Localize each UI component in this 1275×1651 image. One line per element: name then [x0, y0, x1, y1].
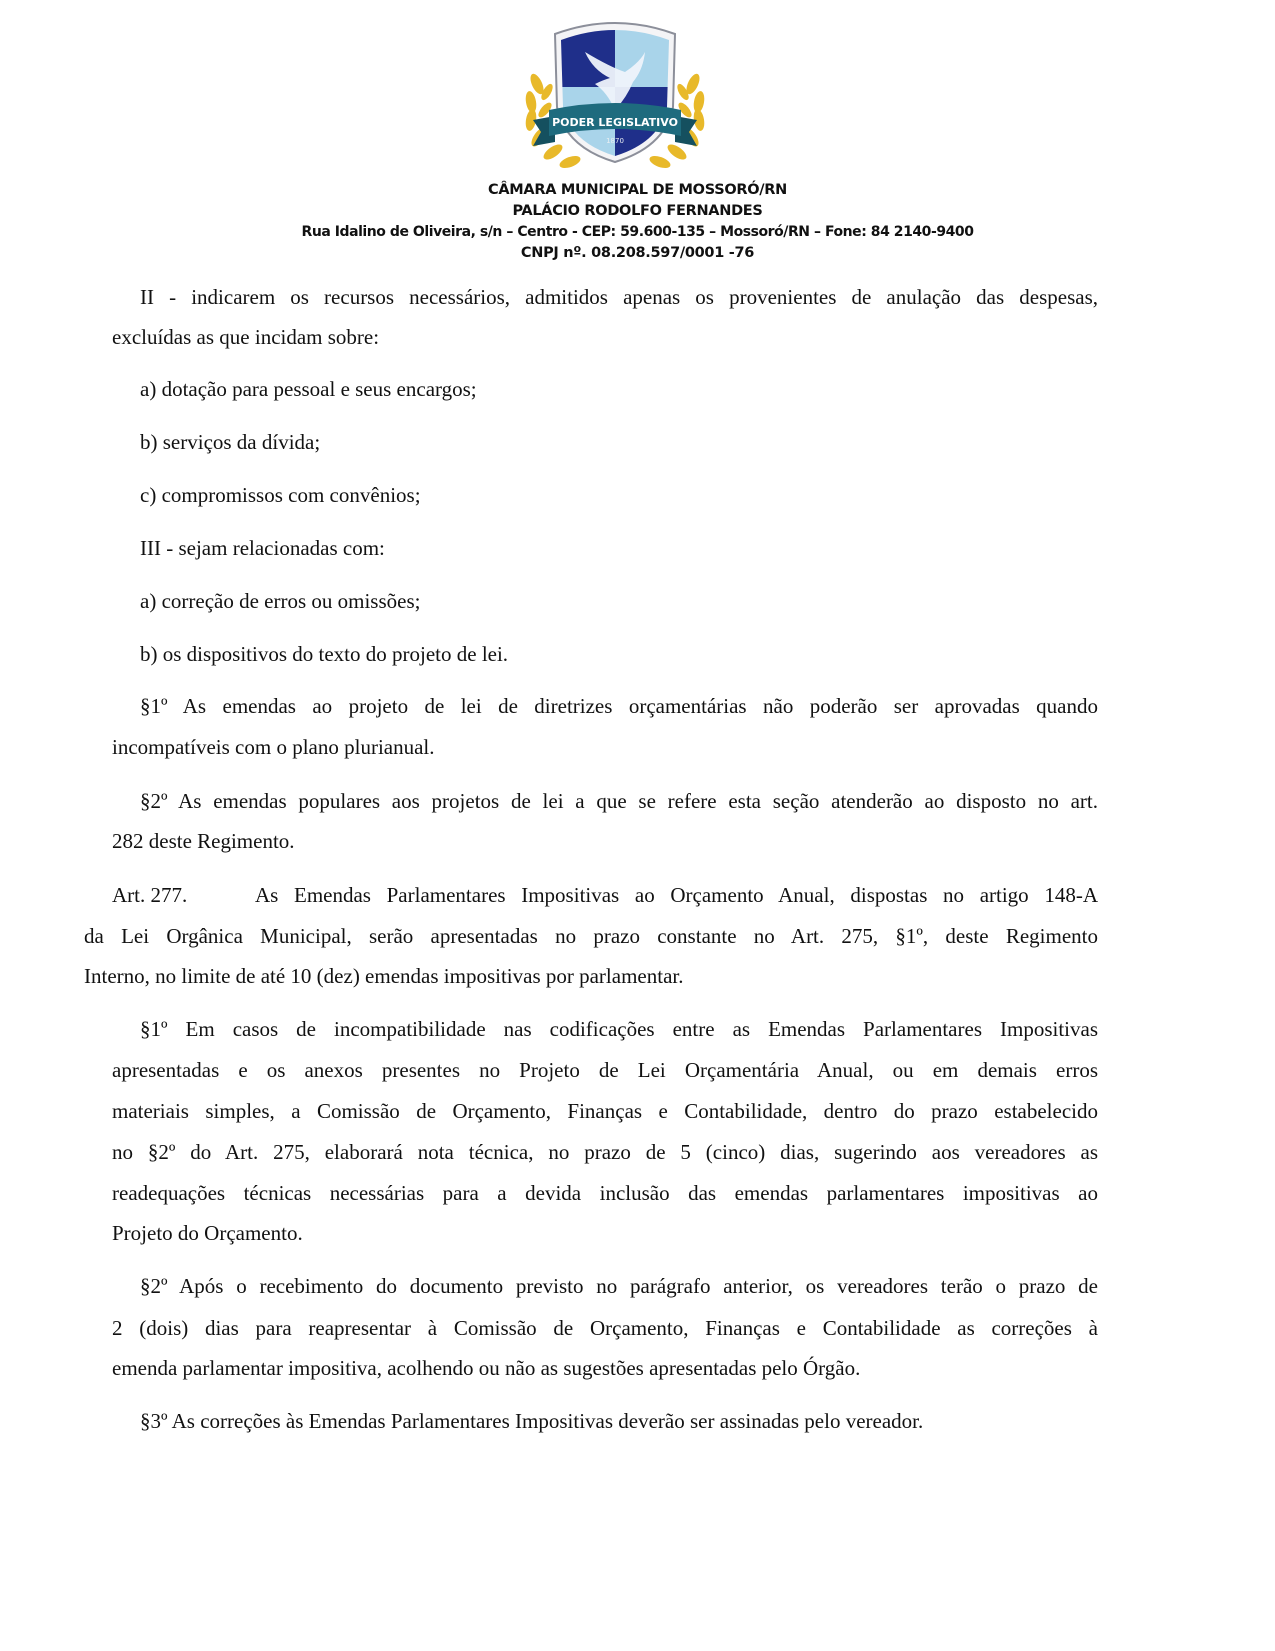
alinea-c-convenios: c) compromissos com convênios; [140, 483, 421, 507]
alinea-b-dispositivos: b) os dispositivos do texto do projeto de lei. [140, 642, 509, 666]
paragraph-2-line-1: §2º As emendas populares aos projetos de lei a que se refere esta seção atenderão ao disposto no art. [140, 789, 1098, 813]
section-3-line-1: §3º As correções às Emendas Parlamentares Impositivas deverão ser assinadas pelo vereador. [140, 1409, 924, 1433]
palace-name: PALÁCIO RODOLFO FERNANDES [512, 203, 763, 219]
paragraph-1-line-1: §1º As emendas ao projeto de lei de diretrizes orçamentárias não poderão ser aprovadas quando [140, 694, 1098, 718]
logo-ribbon-text: PODER LEGISLATIVO [552, 116, 678, 129]
logo-year: 1870 [606, 137, 624, 145]
section-1-line-6: Projeto do Orçamento. [112, 1221, 303, 1245]
legislative-crest-logo [515, 12, 715, 177]
section-1-line-5: readequações técnicas necessárias para a devida inclusão das emendas parlamentares impositivas ao [112, 1181, 1098, 1205]
paragraph-1-line-2: incompatíveis com o plano plurianual. [112, 735, 435, 759]
inciso-iii: III - sejam relacionadas com: [140, 536, 385, 560]
alinea-a-correcao: a) correção de erros ou omissões; [140, 589, 421, 613]
section-1-line-4: no §2º do Art. 275, elaborará nota técnica, no prazo de 5 (cinco) dias, sugerindo aos vereadores as [112, 1140, 1098, 1164]
article-277-line-3: Interno, no limite de até 10 (dez) emendas impositivas por parlamentar. [84, 964, 684, 988]
section-1-line-2: apresentadas e os anexos presentes no Projeto de Lei Orçamentária Anual, ou em demais erros [112, 1058, 1098, 1082]
inciso-ii-line-1: II - indicarem os recursos necessários, admitidos apenas os provenientes de anulação das despesas, [140, 285, 1098, 309]
section-1-line-3: materiais simples, a Comissão de Orçamento, Finanças e Contabilidade, dentro do prazo estabelecido [112, 1099, 1098, 1123]
inciso-ii-line-2: excluídas as que incidam sobre: [112, 325, 380, 349]
section-2-line-3: emenda parlamentar impositiva, acolhendo ou não as sugestões apresentadas pelo Órgão. [112, 1356, 861, 1380]
address-line: Rua Idalino de Oliveira, s/n – Centro - CEP: 59.600-135 – Mossoró/RN – Fone: 84 2140-9400 [301, 224, 974, 240]
section-1-line-1: §1º Em casos de incompatibilidade nas codificações entre as Emendas Parlamentares Impositivas [140, 1017, 1098, 1041]
article-277-line-2: da Lei Orgânica Municipal, serão apresentadas no prazo constante no Art. 275, §1º, deste Regimento [84, 924, 1098, 948]
paragraph-2-line-2: 282 deste Regimento. [112, 829, 295, 853]
section-2-line-1: §2º Após o recebimento do documento previsto no parágrafo anterior, os vereadores terão o prazo de [140, 1274, 1098, 1298]
alinea-a-pessoal: a) dotação para pessoal e seus encargos; [140, 377, 477, 401]
legislative-crest-icon [515, 12, 715, 177]
article-277-line-1: As Emendas Parlamentares Impositivas ao Orçamento Anual, dispostas no artigo 148-A [255, 883, 1098, 907]
article-277-label: Art. 277. [112, 883, 188, 907]
cnpj-line: CNPJ nº. 08.208.597/0001 -76 [520, 245, 755, 261]
letterhead [0, 180, 1275, 264]
institution-name: CÂMARA MUNICIPAL DE MOSSORÓ/RN [488, 182, 787, 198]
section-2-line-2: 2 (dois) dias para reapresentar à Comissão de Orçamento, Finanças e Contabilidade as correções à [112, 1316, 1098, 1340]
alinea-b-divida: b) serviços da dívida; [140, 430, 321, 454]
